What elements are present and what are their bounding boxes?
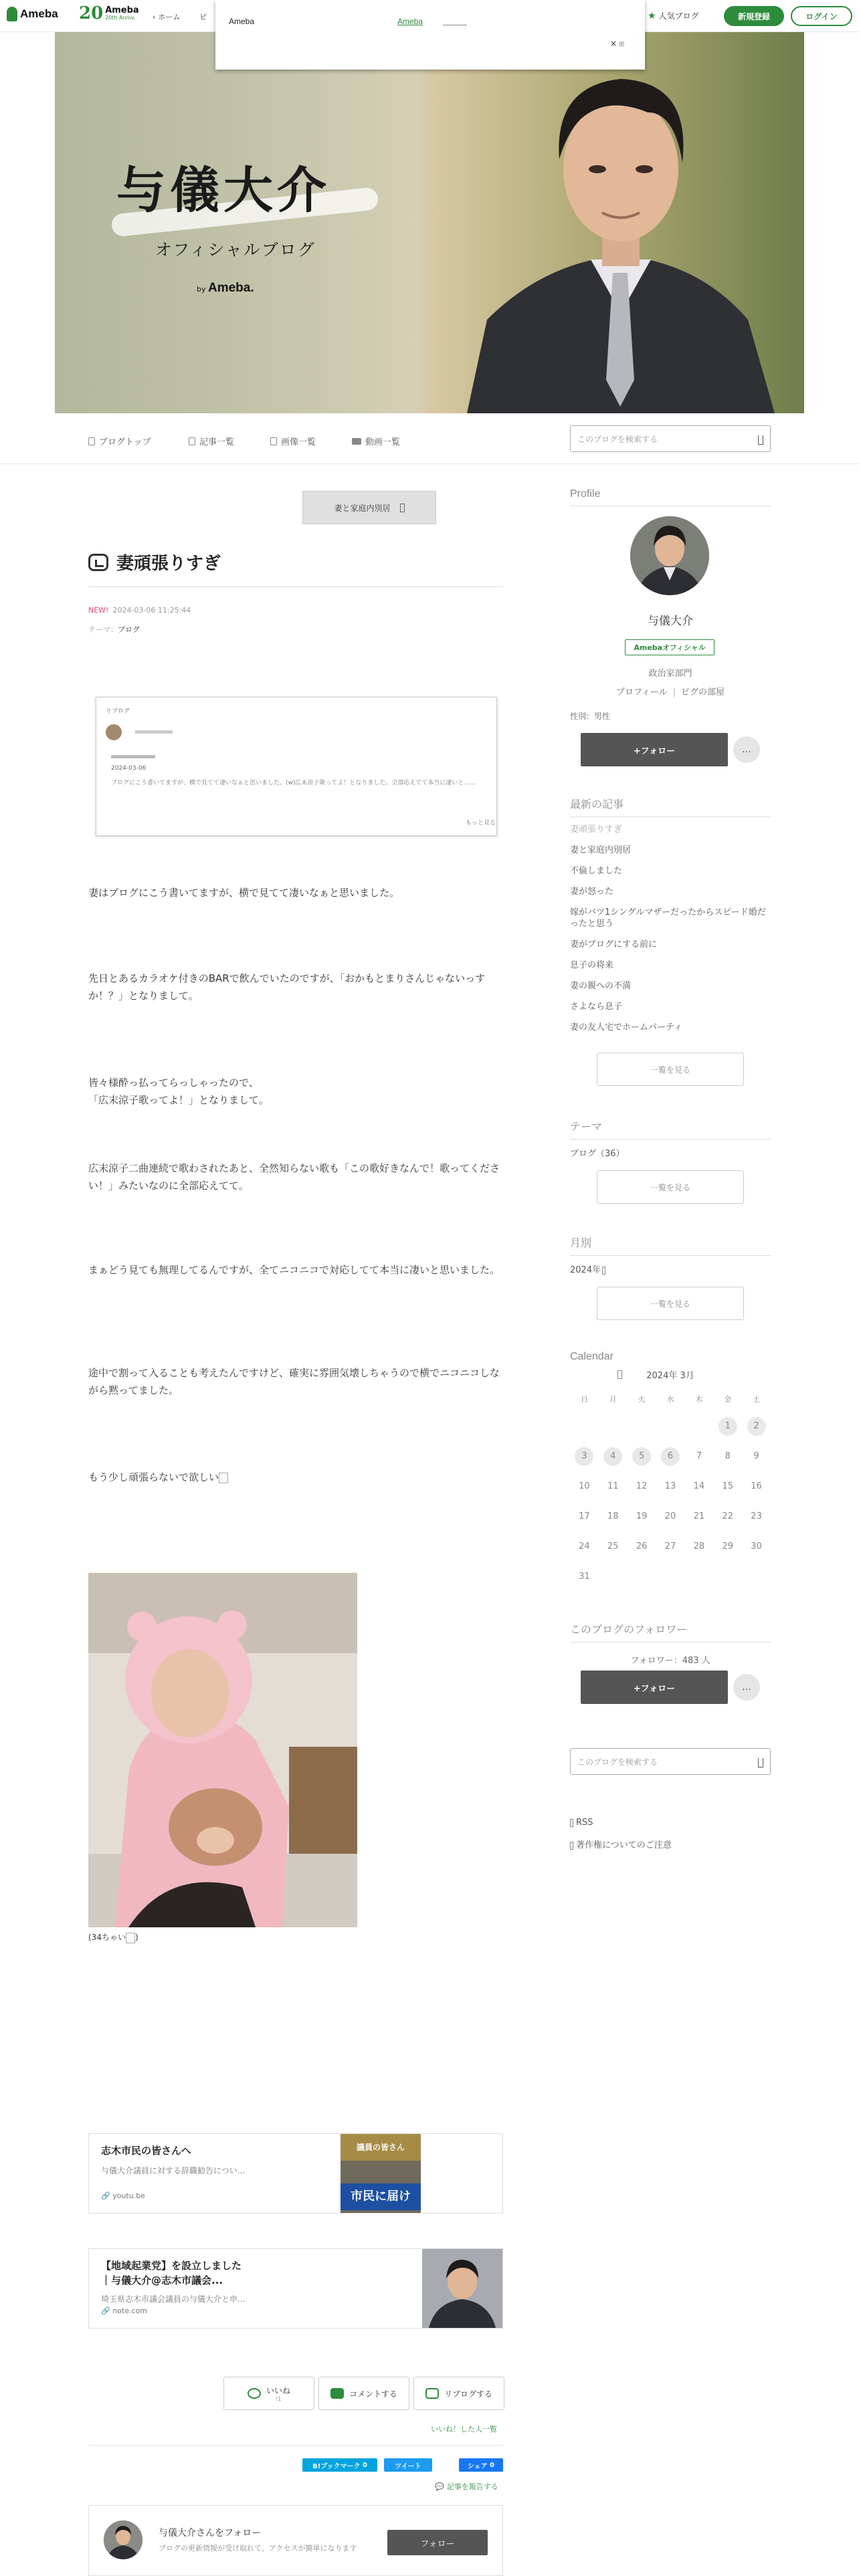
photo-woman-in-bear-costume	[88, 1573, 357, 1927]
ad-popup	[215, 0, 645, 70]
calendar-header	[570, 1368, 771, 1381]
body-paragraph: 先日とあるカラオケ付きのBARで飲んでいたのですが、「おかもとまりさんじゃないっすか！？」となりまして。	[88, 972, 486, 1002]
entry-theme	[88, 624, 140, 635]
profile-links	[570, 685, 771, 697]
recent-entry-link[interactable]: 妻の親への不満	[570, 981, 632, 991]
popup-brand: Ameba	[229, 17, 255, 26]
body-last-text: もう少し頑張らないで欲しい	[88, 1471, 219, 1483]
month-heading: 月別	[570, 1235, 771, 1256]
theme-heading: テーマ	[570, 1118, 771, 1140]
nav-image-list[interactable]	[270, 435, 316, 447]
calendar-day: 16	[751, 1481, 762, 1491]
body-paragraph: 皆々様酔っ払ってらっしゃったので、 「広末涼子歌ってよ！」となりまして。	[88, 1077, 269, 1106]
calendar-day: 11	[607, 1481, 619, 1491]
like-label: いいね	[266, 2385, 290, 2395]
copyright-label: 著作権についてのご注意	[576, 1840, 672, 1850]
register-button[interactable]: 新規登録	[724, 6, 784, 26]
calendar-prev-icon[interactable]	[617, 1370, 622, 1379]
theme-link[interactable]: ブログ（36）	[570, 1149, 625, 1159]
reblog-button[interactable]	[413, 2377, 504, 2410]
link-card-thumbnail	[422, 2249, 502, 2328]
calendar-day: 12	[636, 1481, 648, 1491]
anniversary-sub: 20th Anniv.	[105, 14, 136, 21]
recent-entry-link[interactable]: さよなら息子	[570, 1002, 623, 1012]
thumbnail-portrait	[422, 2249, 502, 2328]
calendar-day: 19	[636, 1511, 648, 1521]
note-link-card[interactable]	[88, 2248, 503, 2329]
reblog-icon	[88, 554, 108, 571]
calendar-day: 28	[693, 1541, 705, 1551]
calendar-day: 30	[751, 1541, 762, 1551]
prev-entry-label: 妻と家庭内別居	[334, 503, 391, 513]
follow-button-2[interactable]: +フォロー	[581, 1671, 728, 1704]
recent-heading: 最新の記事	[570, 796, 771, 817]
calendar-day[interactable]	[628, 1441, 656, 1471]
hatena-label: B!ブックマーク	[312, 2462, 361, 2470]
home-link[interactable]	[153, 11, 180, 22]
recent-entry-link[interactable]: 妻の友人宅でホームパーティ	[570, 1023, 682, 1033]
anniversary-number: 20	[79, 3, 104, 23]
rss-link[interactable]	[570, 1818, 593, 1828]
calendar-day: 9	[753, 1451, 759, 1461]
body-paragraph: 妻はブログにこう書いてますが、横で見てて凄いなぁと思いました。	[88, 887, 400, 899]
calendar-day-with-entry[interactable]: 3	[575, 1447, 593, 1466]
home-link-label: ホーム	[158, 13, 181, 21]
reblog-author-placeholder	[135, 730, 173, 734]
follow-banner	[88, 2505, 503, 2576]
entry-title[interactable]	[88, 550, 221, 574]
popup-link[interactable]: Ameba	[397, 17, 423, 26]
entry-list-icon	[189, 437, 195, 445]
calendar-heading: Calendar	[570, 1351, 613, 1362]
calendar-day: 22	[722, 1511, 733, 1521]
profile-link[interactable]: プロフィール	[615, 687, 668, 697]
calendar-day: 31	[579, 1572, 590, 1582]
recent-entry-link[interactable]: 妻と家庭内別居	[570, 845, 632, 855]
calendar-empty-cell	[628, 1411, 656, 1441]
tweet-label: ツイート	[395, 2462, 421, 2470]
thumbnail-top-text: 議員の皆さん	[341, 2134, 421, 2161]
youtube-link-card[interactable]	[88, 2133, 503, 2214]
calendar-weekday: 木	[695, 1395, 703, 1404]
entry-date	[88, 606, 191, 615]
blog-header-banner[interactable]	[55, 32, 804, 413]
calendar-day: 7	[696, 1451, 702, 1461]
chevron-down-icon	[602, 1267, 605, 1275]
link-card-desc: 与儀大介議員に対する辞職勧告につい...	[101, 2166, 246, 2175]
calendar-weekday: 火	[638, 1395, 646, 1404]
link-card-desc: 埼玉県志木市議会議員の与儀大介と申...	[101, 2294, 246, 2304]
followers-heading: このブログのフォロワー	[570, 1621, 771, 1642]
blog-search-input[interactable]	[570, 425, 771, 452]
calendar-empty-cell	[684, 1411, 713, 1441]
share-divider	[88, 2445, 503, 2446]
follow-button[interactable]: +フォロー	[581, 733, 728, 766]
reblog-label: リブログする	[444, 2389, 492, 2399]
comment-button[interactable]	[318, 2377, 409, 2410]
video-camera-icon	[352, 438, 361, 445]
calendar-empty-cell	[570, 1411, 599, 1441]
login-button[interactable]: ログイン	[791, 6, 852, 26]
month-label: 2024年	[570, 1265, 601, 1275]
close-icon: ×	[610, 39, 617, 48]
popup-close-button[interactable]	[610, 39, 624, 48]
reblog-arrows-icon	[425, 2388, 439, 2399]
hatena-bookmark-button[interactable]	[302, 2458, 377, 2472]
reblog-avatar	[106, 724, 122, 740]
nav-video-list-label: 動画一覧	[365, 437, 401, 447]
calendar-day[interactable]	[713, 1411, 742, 1441]
calendar-month-label: 2024年 3月	[646, 1371, 694, 1381]
calendar-day: 21	[693, 1511, 705, 1521]
calendar-weekday: 土	[753, 1395, 761, 1404]
chevron-right-icon	[400, 504, 405, 512]
blog-top-icon	[88, 437, 95, 445]
calendar-weekday: 月	[609, 1395, 617, 1404]
follow-banner-desc: ブログの更新情報が受け取れて、アクセスが簡単になります	[159, 2544, 357, 2553]
info-icon	[570, 1842, 573, 1850]
banner-by-ameba	[197, 281, 254, 296]
by-prefix: by	[197, 285, 206, 294]
body-paragraph: 途中で割って入ることも考えたんですけど、確実に雰囲気壊しちゃうので横でニコニコしながら黙ってました。	[88, 1367, 500, 1396]
broken-emoji-image	[126, 1933, 135, 1943]
calendar-day[interactable]	[599, 1441, 628, 1471]
ranking-label: 人気ブログ	[658, 11, 699, 21]
calendar-day-with-entry[interactable]: 5	[632, 1447, 651, 1466]
search-placeholder: このブログを検索する	[577, 435, 658, 444]
comment-bubble-icon	[330, 2388, 344, 2399]
recent-entry-link[interactable]: 息子の将来	[570, 960, 614, 970]
calendar-day[interactable]	[570, 1441, 599, 1471]
pigg-link[interactable]	[199, 11, 207, 22]
body-paragraph-with-emoji	[88, 1469, 506, 1486]
calendar-day-with-entry[interactable]: 4	[603, 1447, 622, 1466]
calendar-day-with-entry[interactable]: 2	[747, 1417, 766, 1436]
calendar-weekday: 日	[580, 1395, 588, 1404]
prev-entry-button[interactable]	[302, 491, 436, 524]
follow-banner-button[interactable]: フォロー	[387, 2530, 488, 2555]
link-card-title: 志木市民の皆さんへ	[101, 2145, 191, 2157]
nav-video-list[interactable]	[352, 435, 400, 447]
photo-caption: (34ちゃい )	[88, 1933, 138, 1942]
sidebar-search-placeholder: このブログを検索する	[577, 1757, 658, 1767]
recent-entry-link[interactable]: 妻頑張りすぎ	[570, 825, 623, 835]
calendar-day: 20	[664, 1511, 676, 1521]
liked-users-link[interactable]: いいね！した人一覧	[431, 2425, 497, 2434]
recent-entry-link[interactable]: 嫁がバツ1シングルマザーだったからスピード婚だったと思う	[570, 907, 766, 929]
post-photo[interactable]	[88, 1573, 357, 1927]
recent-entries-list	[570, 824, 771, 1043]
follow-banner-avatar	[104, 2520, 142, 2559]
theme-prefix: テーマ：	[88, 625, 118, 634]
profile-category[interactable]: 政治家部門	[648, 669, 692, 679]
tweet-button[interactable]	[384, 2458, 432, 2472]
body-paragraph: 広末涼子二曲連続で歌わされたあと、全然知らない歌も「この歌好きなんで！歌ってください！」みたいなのに全部応えてて。	[88, 1162, 500, 1192]
link-card-title: 【地域起業党】を設立しました｜与儀大介@志木市議会...	[101, 2260, 242, 2286]
calendar-day: 13	[664, 1481, 676, 1491]
entry-date-text: 2024-03-06 11:25:44	[112, 606, 191, 615]
nav-entry-list[interactable]	[189, 435, 234, 447]
anniversary-logo[interactable]	[79, 5, 139, 22]
calendar-empty-cell	[599, 1411, 628, 1441]
calendar-day: 10	[579, 1481, 590, 1491]
link-card-site: 🔗 note.com	[101, 2306, 147, 2315]
chevron-right-icon: ›	[153, 13, 156, 21]
calendar-day[interactable]	[656, 1441, 685, 1471]
by-brand: Ameba.	[208, 281, 254, 295]
more-options-button-2[interactable]: …	[733, 1674, 760, 1701]
nav-entry-list-label: 記事一覧	[199, 437, 235, 447]
follower-count[interactable]: フォロワー：483 人	[630, 1656, 710, 1666]
month-list-more-button[interactable]: 一覧を見る	[597, 1287, 744, 1320]
profile-name[interactable]: 与儀大介	[648, 615, 693, 628]
banner-subtitle: オフィシャルブログ	[155, 240, 316, 259]
like-smile-icon	[248, 2388, 261, 2399]
calendar-day: 23	[751, 1511, 762, 1521]
pigg-room-link[interactable]: ピグの部屋	[681, 687, 725, 697]
link-separator: |	[672, 687, 676, 697]
report-icon: 💬	[435, 2482, 444, 2491]
body-paragraph: まぁどう見ても無理してるんですが、全てニコニコで対応してて本当に凄いと思いました。	[88, 1264, 500, 1276]
close-sub-label: 閉	[619, 41, 625, 47]
reblog-tag: リブログ	[106, 708, 130, 715]
hatena-count: 0	[363, 2461, 367, 2469]
fb-label: シェア	[467, 2462, 488, 2470]
calendar-day-with-entry[interactable]: 1	[719, 1417, 737, 1436]
ranking-link[interactable]	[648, 10, 699, 21]
ameba-logo-text: Ameba	[20, 7, 58, 20]
reblog-card[interactable]	[96, 697, 497, 836]
link-card-site-text: youtu.be	[112, 2191, 145, 2200]
star-icon: ★	[648, 10, 656, 21]
calendar-day: 18	[607, 1511, 619, 1521]
recent-entry-link[interactable]: 妻が怒った	[570, 887, 614, 897]
reblog-title-placeholder	[111, 755, 155, 758]
calendar-weekday: 水	[666, 1395, 674, 1404]
blog-nav	[0, 413, 859, 464]
theme-list-more-button[interactable]: 一覧を見る	[597, 1170, 744, 1204]
nav-blog-top-label: ブログトップ	[99, 437, 151, 447]
broken-emoji-image	[219, 1473, 228, 1483]
calendar-day: 27	[664, 1541, 676, 1551]
thumbnail-bottom-text: 市民に届け	[341, 2183, 421, 2210]
ameba-logo[interactable]	[7, 7, 58, 21]
pigg-link-label: ピ	[199, 13, 207, 21]
recent-entry-link[interactable]: 不倫しました	[570, 866, 623, 876]
calendar-day-with-entry[interactable]: 6	[661, 1447, 680, 1466]
rss-label: RSS	[576, 1818, 593, 1828]
copyright-link[interactable]	[570, 1838, 672, 1850]
banner-title: 与儀大介	[116, 162, 330, 219]
calendar-day: 29	[722, 1541, 733, 1551]
calendar-day: 25	[607, 1541, 619, 1551]
calendar-day: 8	[725, 1451, 731, 1461]
recent-list-more-button[interactable]: 一覧を見る	[597, 1053, 744, 1086]
month-link[interactable]	[570, 1263, 608, 1275]
profile-heading: Profile	[570, 488, 771, 506]
comment-label: コメントする	[349, 2389, 397, 2399]
profile-gender: 性別：男性	[570, 712, 611, 721]
theme-link[interactable]: ブログ	[118, 625, 140, 634]
rss-icon	[570, 1819, 573, 1827]
follow-banner-title: 与儀大介さんをフォロー	[159, 2528, 262, 2539]
reblog-snippet: ブログにこう書いてますが、横で見てて凄いなぁと思いました。(w)広末涼子歌ってよ！となりました。全部応えてて本当に凄いと……	[111, 780, 476, 786]
image-list-icon	[270, 437, 277, 445]
report-label: 記事を報告する	[446, 2482, 498, 2491]
official-badge: Amebaオフィシャル	[625, 639, 714, 655]
search-icon[interactable]	[758, 1758, 763, 1767]
facebook-share-button[interactable]	[459, 2458, 503, 2472]
more-options-button[interactable]: …	[733, 736, 760, 763]
calendar-day[interactable]	[742, 1411, 771, 1441]
reblog-more-link[interactable]: もっと見る	[466, 820, 496, 827]
new-badge: NEW!	[88, 606, 109, 615]
title-divider	[88, 586, 503, 587]
link-card-site-text: note.com	[112, 2306, 147, 2315]
caption-text: (34ちゃい	[88, 1933, 126, 1942]
calendar-weekday: 金	[724, 1395, 732, 1404]
calendar-day: 14	[693, 1481, 705, 1491]
ameba-mascot-icon	[7, 7, 17, 21]
calendar-day: 26	[636, 1541, 648, 1551]
calendar-day: 15	[722, 1481, 733, 1491]
calendar-grid	[570, 1388, 771, 1592]
recent-entry-link[interactable]: 妻がブログにする前に	[570, 940, 658, 950]
fb-count: 0	[490, 2461, 495, 2469]
sidebar-search-input[interactable]	[570, 1748, 771, 1775]
calendar-day: 24	[579, 1541, 590, 1551]
like-button[interactable]	[223, 2377, 314, 2410]
nav-blog-top[interactable]	[88, 435, 151, 447]
reblog-date: 2024-03-06	[111, 765, 147, 772]
search-icon[interactable]	[758, 435, 763, 445]
like-count: !1	[275, 2395, 282, 2403]
entry-title-text: 妻頑張りすぎ	[116, 554, 221, 574]
link-card-thumbnail	[341, 2134, 421, 2213]
nav-image-list-label: 画像一覧	[281, 437, 316, 447]
link-card-site: 🔗 youtu.be	[101, 2191, 145, 2200]
calendar-day: 17	[579, 1511, 590, 1521]
calendar-empty-cell	[656, 1411, 685, 1441]
anniversary-brand: Ameba	[105, 5, 139, 15]
author-portrait-image	[427, 32, 804, 413]
profile-avatar[interactable]	[630, 516, 709, 595]
report-link[interactable]	[435, 2481, 498, 2492]
